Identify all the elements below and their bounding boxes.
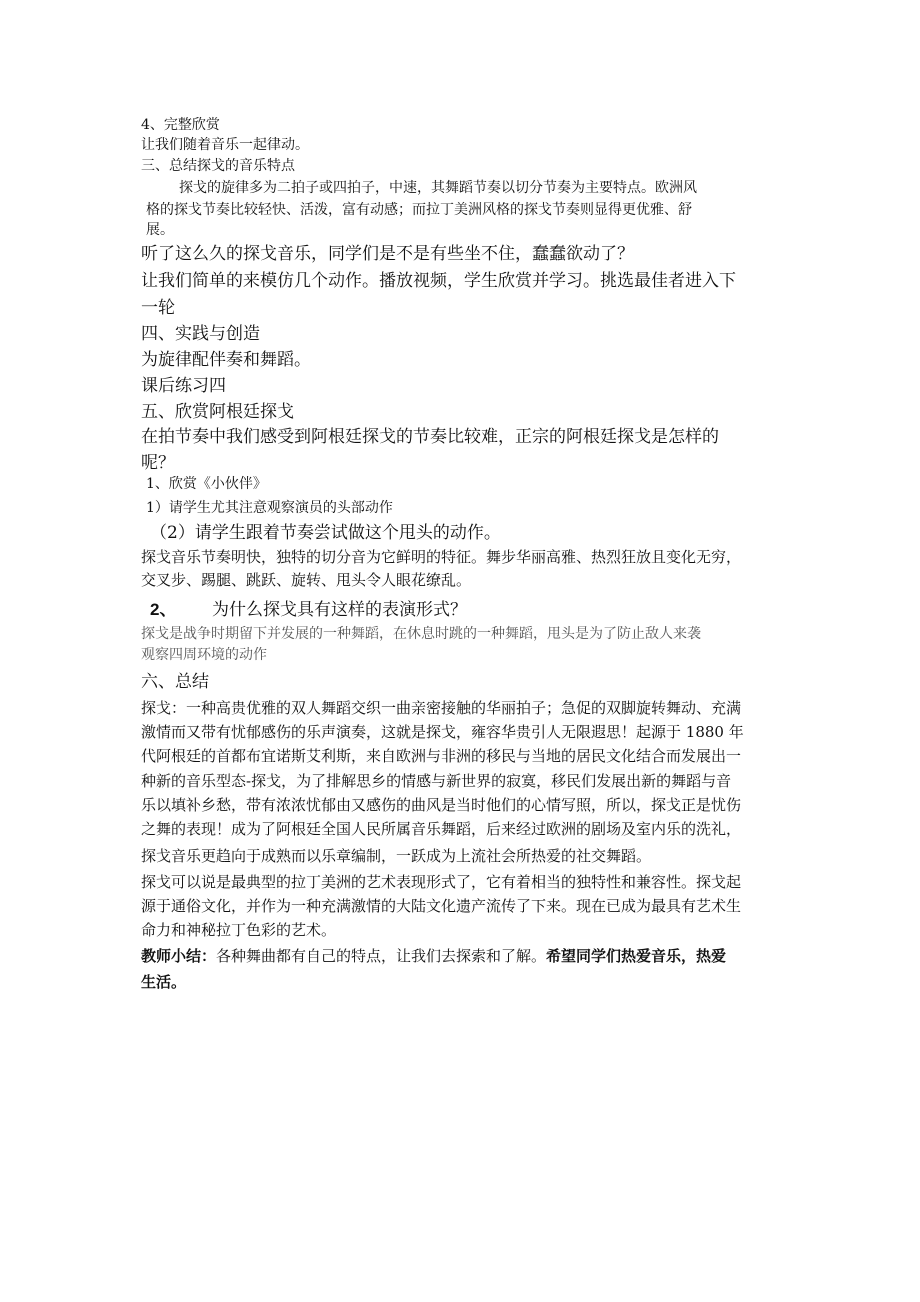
text-line: 让我们随着音乐一起律动。 (141, 137, 309, 153)
text-line: 探戈的旋律多为二拍子或四拍子，中速，其舞蹈节奏以切分节奏为主要特点。欧洲风 (179, 180, 697, 196)
section-3-heading: 三、总结探戈的音乐特点 (141, 158, 295, 174)
text-line: 探戈音乐节奏明快，独特的切分音为它鲜明的特征。舞步华丽高雅、热烈狂放且变化无穷， (141, 548, 742, 566)
text-line: 之舞的表现！成为了阿根廷全国人民所属音乐舞蹈，后来经过欧洲的剧场及室内乐的洗礼， (141, 820, 742, 838)
text-line: 探戈：一种高贵优雅的双人舞蹈交织一曲亲密接触的华丽拍子；急促的双脚旋转舞动、充满 (141, 699, 742, 717)
text-line: 展。 (146, 222, 174, 238)
teacher-summary (141, 945, 726, 966)
section-heading: 五、欣赏阿根廷探戈 (141, 402, 294, 422)
subheading: 1、欣赏《小伙伴》 (146, 476, 267, 492)
text-line: 探戈可以说是最典型的拉丁美洲的艺术表现形式了，它有着相当的独特性和兼容性。探戈起 (141, 873, 742, 891)
text-line: （2）请学生跟着节奏尝试做这个甩头的动作。 (150, 523, 501, 543)
text-line: 为什么探戈具有这样的表演形式？ (212, 600, 467, 620)
text-line: 1）请学生尤其注意观察演员的头部动作 (146, 500, 393, 516)
text-line: 呢？ (141, 453, 175, 473)
text-line: 种新的音乐型态-探戈，为了排解思乡的情感与新世界的寂寞，移民们发展出新的舞蹈与音 (141, 772, 732, 790)
text-line: 命力和神秘拉丁色彩的艺术。 (141, 921, 337, 939)
summary-emphasis-continued: 生活。 (141, 973, 187, 991)
summary-emphasis: 希望同学们热爱音乐，热爱 (546, 947, 727, 965)
section-heading: 四、实践与创造 (141, 324, 260, 344)
text-line: 为旋律配伴奏和舞蹈。 (141, 350, 311, 370)
text-line: 观察四周环境的动作 (141, 647, 267, 663)
text-line: 课后练习四 (141, 376, 226, 396)
summary-label: 教师小结： (141, 947, 217, 965)
text-line: 交叉步、踢腿、跳跃、旋转、甩头令人眼花缭乱。 (141, 571, 472, 589)
section-4-heading: 4、完整欣赏 (141, 117, 220, 133)
text-line: 探戈是战争时期留下并发展的一种舞蹈，在休息时跳的一种舞蹈，甩头是为了防止敌人来袭 (141, 626, 701, 642)
text-line: 格的探戈节奏比较轻快、活泼，富有动感；而拉丁美洲风格的探戈节奏则显得更优雅、舒 (146, 202, 692, 218)
text-line: 乐以填补乡愁，带有浓浓忧郁由又感伤的曲风是当时他们的心情写照，所以，探戈正是忧伤 (141, 796, 742, 814)
list-number: 2、 (150, 600, 177, 619)
text-line: 探戈音乐更趋向于成熟而以乐章编制，一跃成为上流社会所热爱的社交舞蹈。 (141, 847, 652, 865)
text-line: 听了这么久的探戈音乐，同学们是不是有些坐不住，蠢蠢欲动了？ (141, 244, 634, 264)
text-line: 源于通俗文化，并作为一种充满激情的大陆文化遗产流传了下来。现在已成为最具有艺术生 (141, 897, 742, 915)
section-heading: 六、总结 (141, 672, 209, 692)
text-line: 一轮 (141, 298, 175, 318)
summary-text: 各种舞曲都有自己的特点，让我们去探索和了解。 (216, 947, 547, 965)
text-line: 让我们简单的来模仿几个动作。播放视频，学生欣赏并学习。挑选最佳者进入下 (141, 271, 736, 291)
text-line: 在拍节奏中我们感受到阿根廷探戈的节奏比较难，正宗的阿根廷探戈是怎样的 (141, 427, 719, 447)
text-line: 激情而又带有忧郁感伤的乐声演奏，这就是探戈，雍容华贵引人无限遐思！起源于 1880 年 (141, 723, 744, 741)
text-line: 代阿根廷的首都布宜诺斯艾利斯，来自欧洲与非洲的移民与当地的居民文化结合而发展出一 (141, 747, 742, 765)
